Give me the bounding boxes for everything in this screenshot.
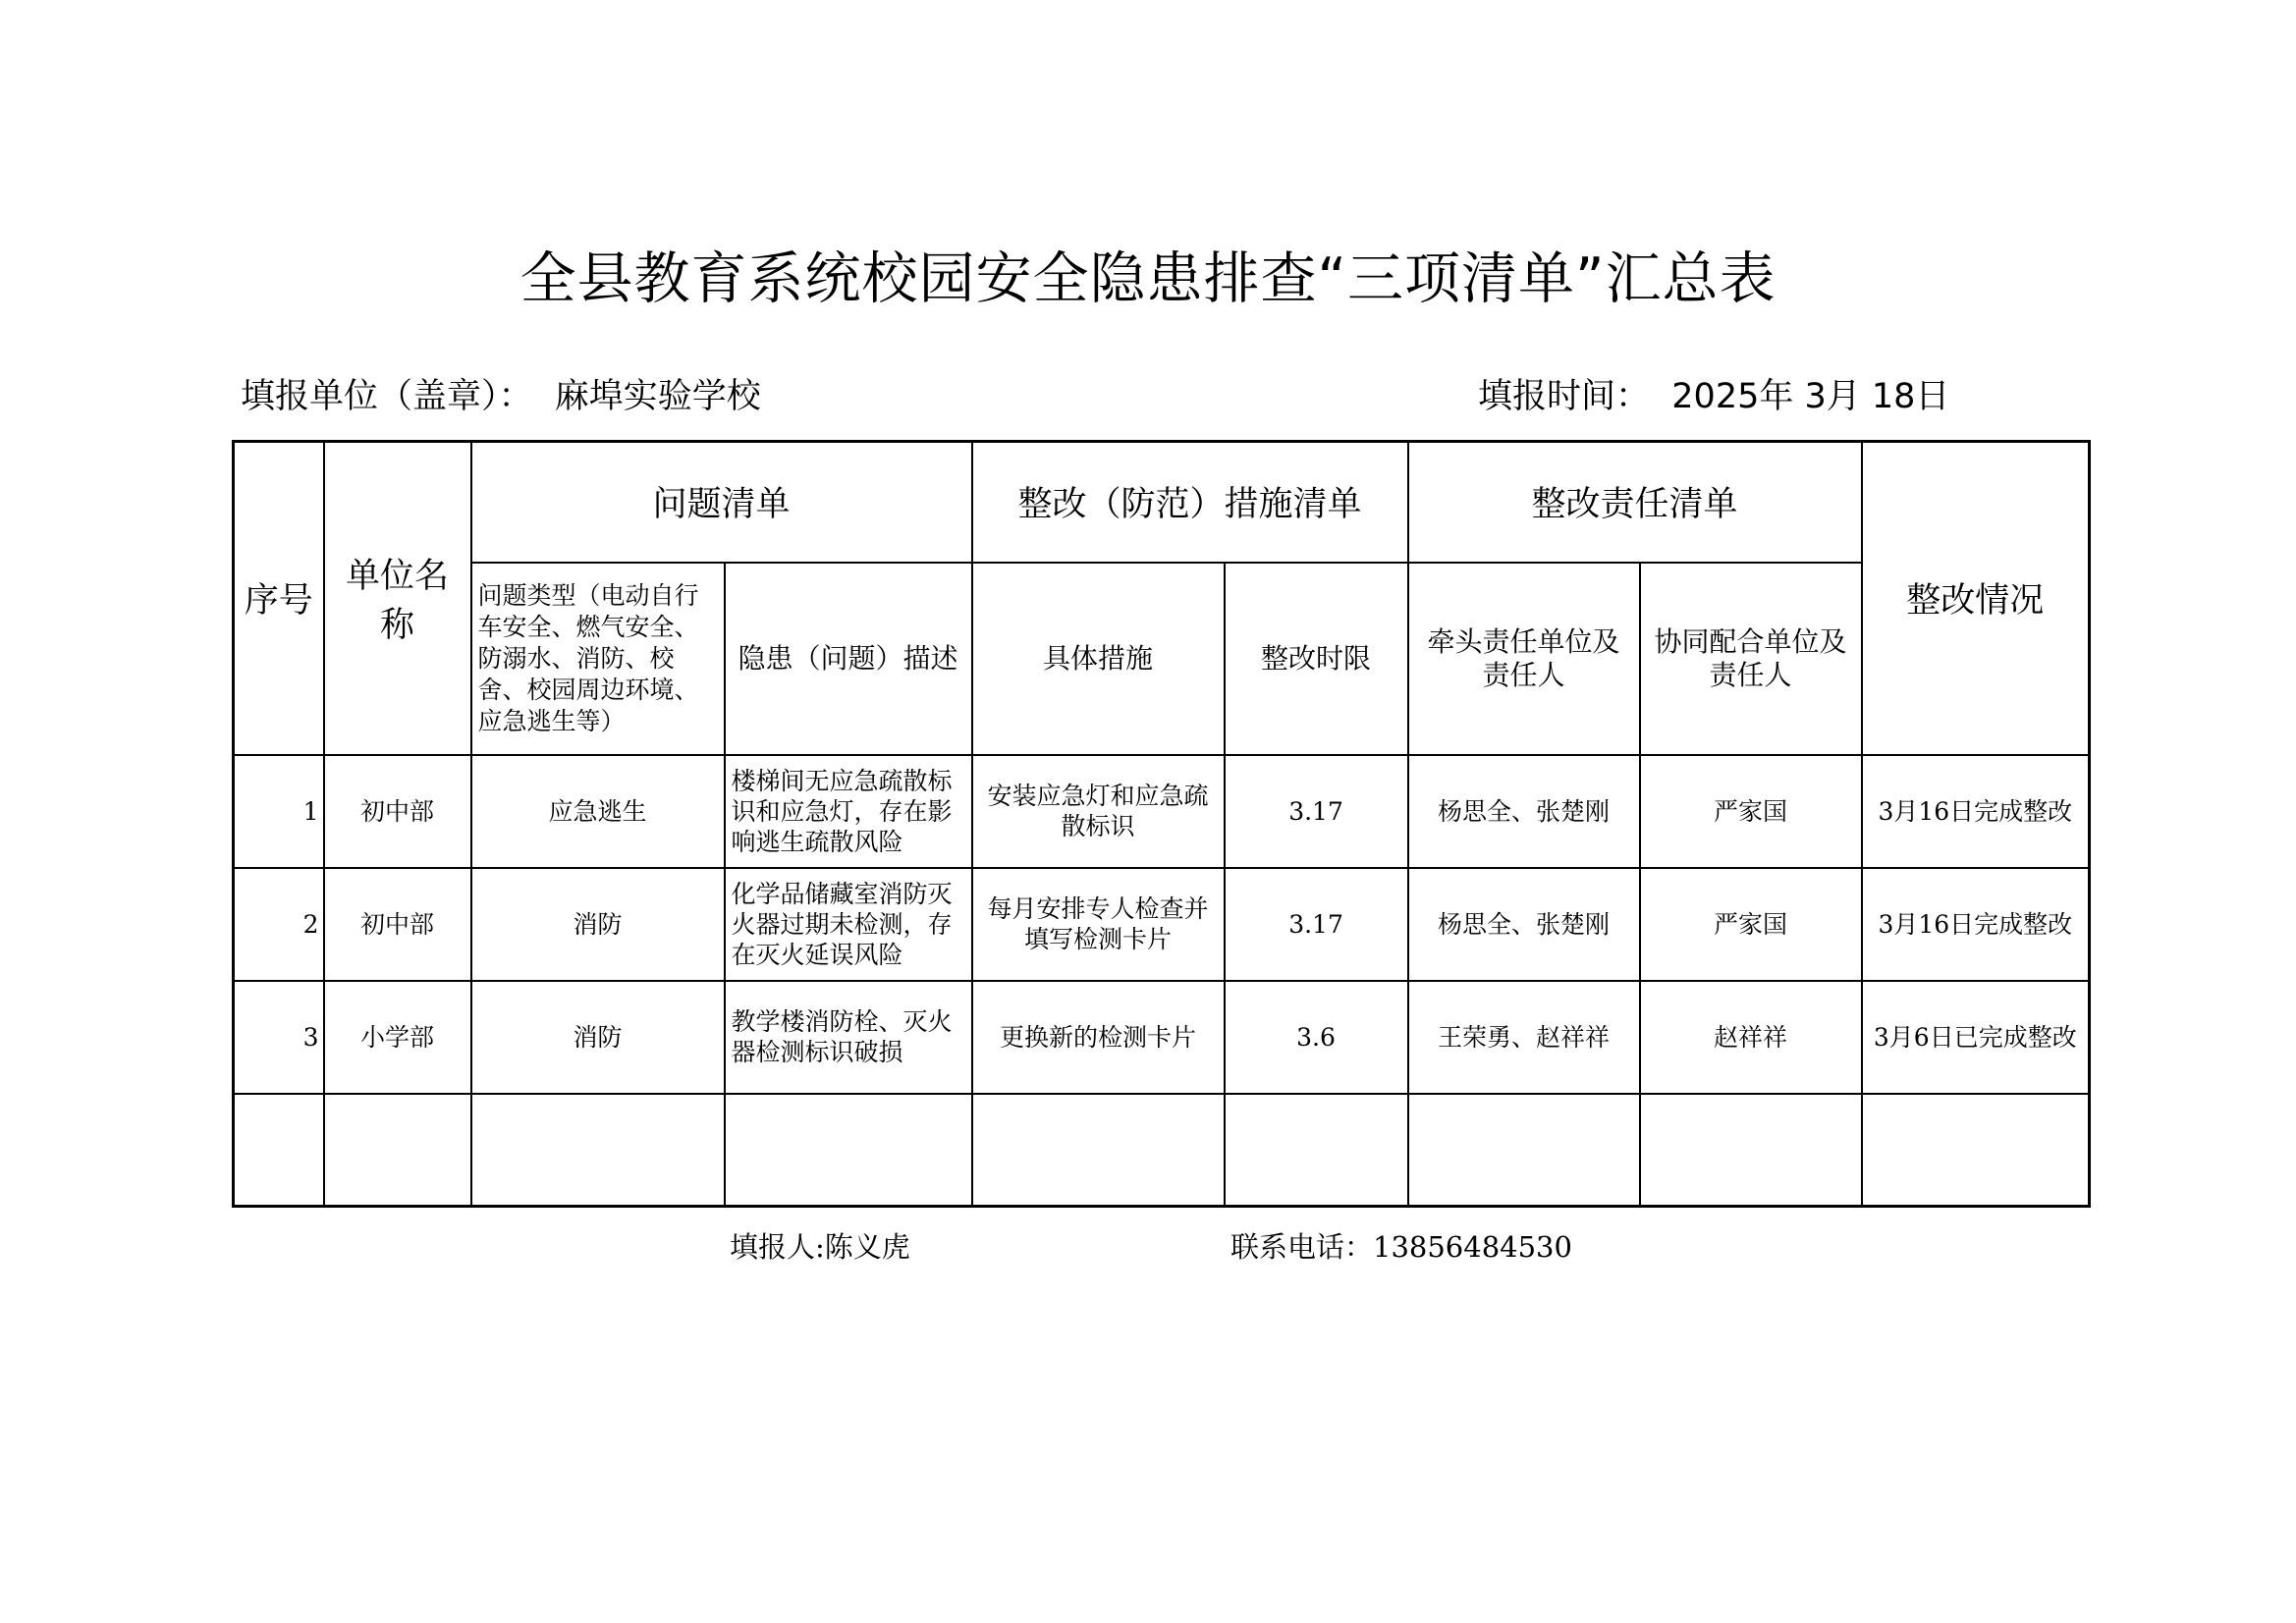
row-coop: 严家国 — [1640, 755, 1862, 868]
row-type: 应急逃生 — [471, 755, 725, 868]
row-deadline: 3.6 — [1225, 981, 1408, 1094]
header-seq: 序号 — [234, 442, 324, 755]
row-lead: 杨思全、张楚刚 — [1408, 868, 1640, 981]
empty-cell — [324, 1094, 471, 1207]
empty-cell — [1225, 1094, 1408, 1207]
row-status: 3月16日完成整改 — [1862, 755, 2090, 868]
table-row — [234, 868, 2090, 981]
row-measure: 安装应急灯和应急疏散标识 — [972, 755, 1225, 868]
fill-time — [1478, 369, 1949, 418]
row-seq: 1 — [234, 755, 324, 868]
empty-cell — [972, 1094, 1225, 1207]
row-measure: 更换新的检测卡片 — [972, 981, 1225, 1094]
header-coop-unit: 协同配合单位及责任人 — [1640, 563, 1862, 755]
empty-cell — [1408, 1094, 1640, 1207]
header-problem-list: 问题清单 — [471, 442, 972, 563]
fill-time-value: 2025年 3月 18日 — [1671, 377, 1950, 416]
row-unit: 初中部 — [324, 755, 471, 868]
empty-cell — [1862, 1094, 2090, 1207]
row-seq: 2 — [234, 868, 324, 981]
row-desc: 楼梯间无应急疏散标识和应急灯，存在影响逃生疏散风险 — [725, 755, 972, 868]
row-measure: 每月安排专人检查并填写检测卡片 — [972, 868, 1225, 981]
row-seq: 3 — [234, 981, 324, 1094]
row-desc: 化学品储藏室消防灭火器过期未检测，存在灭火延误风险 — [725, 868, 972, 981]
fill-time-label: 填报时间： — [1478, 377, 1651, 416]
table-row-empty — [234, 1094, 2090, 1207]
header-deadline: 整改时限 — [1225, 563, 1408, 755]
empty-cell — [471, 1094, 725, 1207]
table-row — [234, 755, 2090, 868]
empty-cell — [234, 1094, 324, 1207]
contact-phone: 联系电话：13856484530 — [1230, 1230, 1572, 1264]
table-row — [234, 981, 2090, 1094]
fill-unit-value: 麻埠实验学校 — [554, 377, 761, 416]
empty-cell — [725, 1094, 972, 1207]
header-responsibility-list: 整改责任清单 — [1408, 442, 1862, 563]
summary-table — [232, 440, 2091, 1208]
row-status: 3月16日完成整改 — [1862, 868, 2090, 981]
row-type: 消防 — [471, 981, 725, 1094]
row-type: 消防 — [471, 868, 725, 981]
row-deadline: 3.17 — [1225, 755, 1408, 868]
header-hazard-desc: 隐患（问题）描述 — [725, 563, 972, 755]
empty-cell — [1640, 1094, 1862, 1207]
filler-name: 填报人:陈义虎 — [730, 1230, 910, 1264]
row-coop: 严家国 — [1640, 868, 1862, 981]
row-lead: 杨思全、张楚刚 — [1408, 755, 1640, 868]
page-title: 全县教育系统校园安全隐患排查“三项清单”汇总表 — [519, 246, 1777, 311]
header-status: 整改情况 — [1862, 442, 2090, 755]
fill-unit-label: 填报单位（盖章）： — [241, 377, 533, 416]
header-lead-unit: 牵头责任单位及责任人 — [1408, 563, 1640, 755]
header-specific-measures: 具体措施 — [972, 563, 1225, 755]
header-unit-name: 单位名称 — [324, 442, 471, 755]
row-deadline: 3.17 — [1225, 868, 1408, 981]
header-problem-type: 问题类型（电动自行车安全、燃气安全、防溺水、消防、校舍、校园周边环境、应急逃生等） — [471, 563, 725, 755]
header-measures-list: 整改（防范）措施清单 — [972, 442, 1408, 563]
fill-unit — [241, 369, 761, 418]
row-lead: 王荣勇、赵祥祥 — [1408, 981, 1640, 1094]
row-unit: 初中部 — [324, 868, 471, 981]
row-coop: 赵祥祥 — [1640, 981, 1862, 1094]
row-desc: 教学楼消防栓、灭火器检测标识破损 — [725, 981, 972, 1094]
row-unit: 小学部 — [324, 981, 471, 1094]
row-status: 3月6日已完成整改 — [1862, 981, 2090, 1094]
